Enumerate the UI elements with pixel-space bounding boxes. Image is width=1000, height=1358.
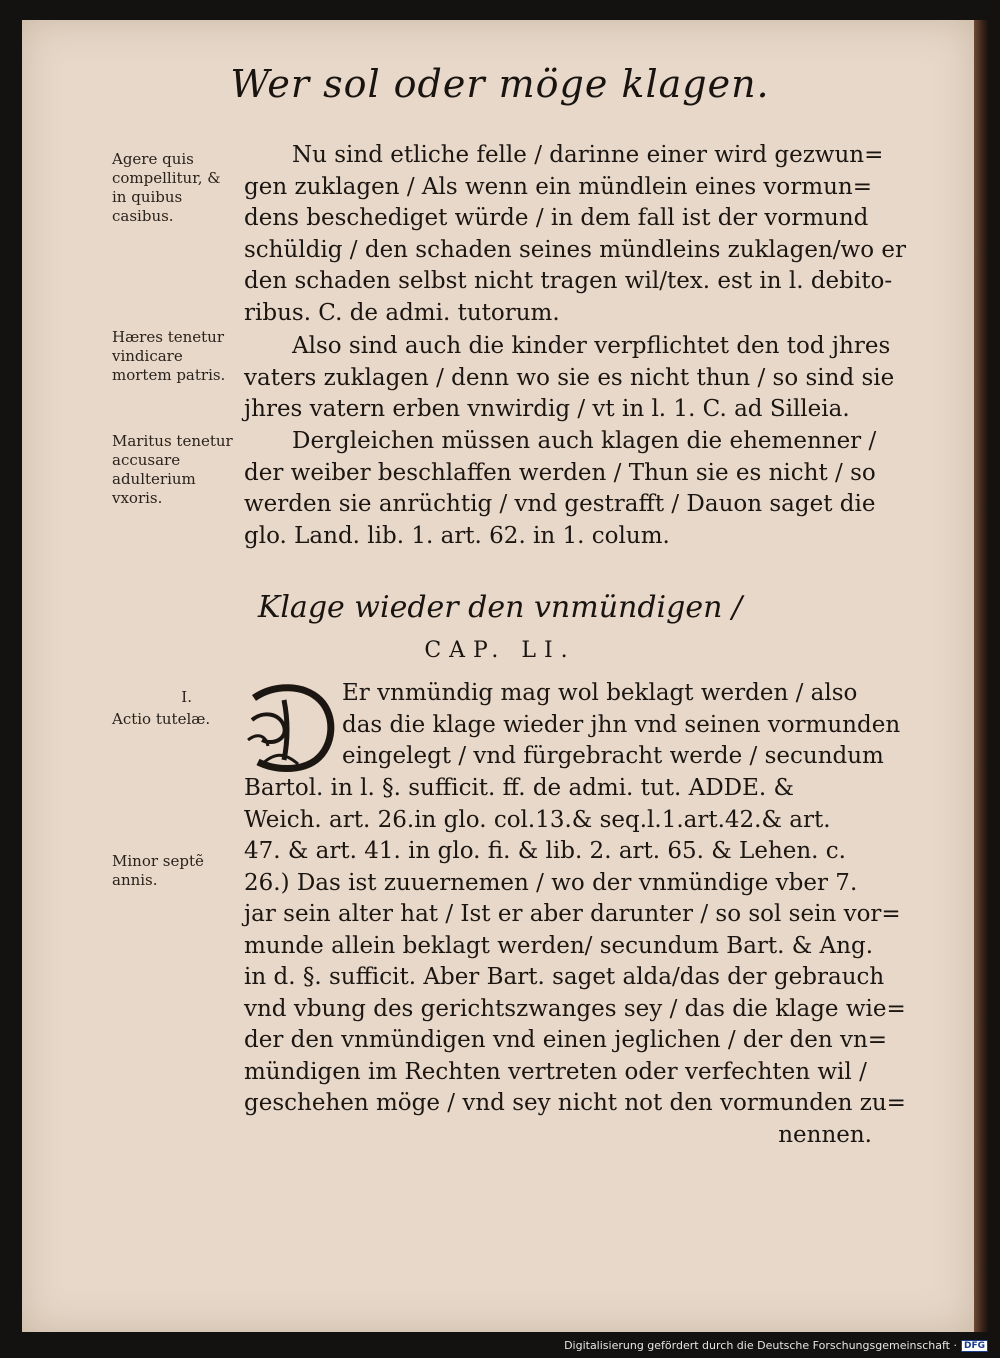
drop-cap-icon	[244, 680, 340, 776]
text-line: 47. & art. 41. in glo. fi. & lib. 2. art. 65. & Lehen. c.	[244, 838, 846, 864]
paragraph-4-lead	[342, 678, 901, 773]
text-line: Also sind auch die kinder verpflichtet den tod jhres	[292, 333, 891, 359]
text-line: vnd vbung des gerichtszwanges sey / das die klage wie=	[244, 995, 906, 1022]
text-line: munde allein beklagt werden/ secundum Bart. & Ang.	[244, 932, 874, 959]
text-line: in d. §. sufficit. Aber Bart. saget alda/das der gebrauch	[244, 964, 885, 990]
margin-note-2: Hæres tenetur vindicare mortem patris.	[112, 328, 226, 384]
margin-note-3: Maritus tenetur accusare adulterium vxoris.	[112, 432, 233, 507]
margin-note-5: Minor septẽ annis.	[112, 852, 204, 889]
text-line: nennen.	[778, 1121, 872, 1148]
chapter-number: CAP. LI.	[424, 638, 576, 663]
text-line: Weich. art. 26.in glo. col.13.& seq.l.1.art.42.& art.	[244, 806, 831, 833]
text-line: jhres vatern erben vnwirdig / vt in l. 1. C. ad Silleia.	[244, 396, 850, 422]
text-line: 26.) Das ist zuuernemen / wo der vnmündige vber 7.	[244, 869, 858, 896]
text-line: Er vnmündig mag wol beklagt werden / also	[342, 680, 858, 706]
digitization-credit	[564, 1339, 988, 1352]
drop-cap-ornament	[244, 680, 340, 776]
text-line: glo. Land. lib. 1. art. 62. in 1. colum.	[244, 522, 670, 549]
margin-note-4: Actio tutelæ.	[112, 710, 211, 728]
text-line: jar sein alter hat / Ist er aber darunter / so sol sein vor=	[244, 901, 901, 927]
paragraph-1	[244, 140, 906, 329]
running-head: Wer sol oder möge klagen.	[230, 62, 770, 106]
paragraph-3	[244, 426, 877, 552]
text-line: werden sie anrüchtig / vnd gestrafft / Dauon saget die	[244, 491, 876, 517]
book-edge	[974, 20, 988, 1332]
text-line: der weiber beschlaffen werden / Thun sie es nicht / so	[244, 459, 876, 486]
paragraph-2	[244, 331, 895, 426]
section-heading: Klage wieder den vnmündigen /	[257, 590, 743, 625]
text-line: geschehen möge / vnd sey nicht not den vormunden zu=	[244, 1090, 906, 1116]
text-line: Dergleichen müssen auch klagen die ehemenner /	[292, 428, 877, 454]
text-line: das die klage wieder jhn vnd seinen vormunden	[342, 711, 901, 738]
text-line: Bartol. in l. §. sufficit. ff. de admi. tut. ADDE. &	[244, 775, 794, 801]
text-line: eingelegt / vnd fürgebracht werde / secundum	[342, 743, 884, 769]
text-line: gen zuklagen / Als wenn ein mündlein eines vormun=	[244, 173, 872, 200]
text-line: vaters zuklagen / denn wo sie es nicht thun / so sind sie	[244, 364, 895, 391]
margin-note-number: I.	[181, 688, 192, 706]
text-line: schüldig / den schaden seines mündleins zuklagen/wo er	[244, 236, 906, 263]
text-line: ribus. C. de admi. tutorum.	[244, 299, 560, 326]
paragraph-4	[244, 773, 906, 1151]
text-line: der den vnmündigen vnd einen jeglichen / der den vn=	[244, 1027, 888, 1053]
text-line: dens beschediget würde / in dem fall ist der vormund	[244, 205, 869, 231]
text-line: mündigen im Rechten vertreten oder verfechten wil /	[244, 1058, 867, 1085]
text-line: den schaden selbst nicht tragen wil/tex. est in l. debito-	[244, 268, 893, 294]
text-line: Nu sind etliche felle / darinne einer wird gezwun=	[292, 142, 884, 168]
margin-note-1: Agere quis compellitur, & in quibus casibus.	[112, 150, 221, 225]
credit-text: Digitalisierung gefördert durch die Deutsche Forschungsgemeinschaft ·	[564, 1339, 957, 1352]
dfg-logo-icon: DFG	[961, 1340, 988, 1352]
